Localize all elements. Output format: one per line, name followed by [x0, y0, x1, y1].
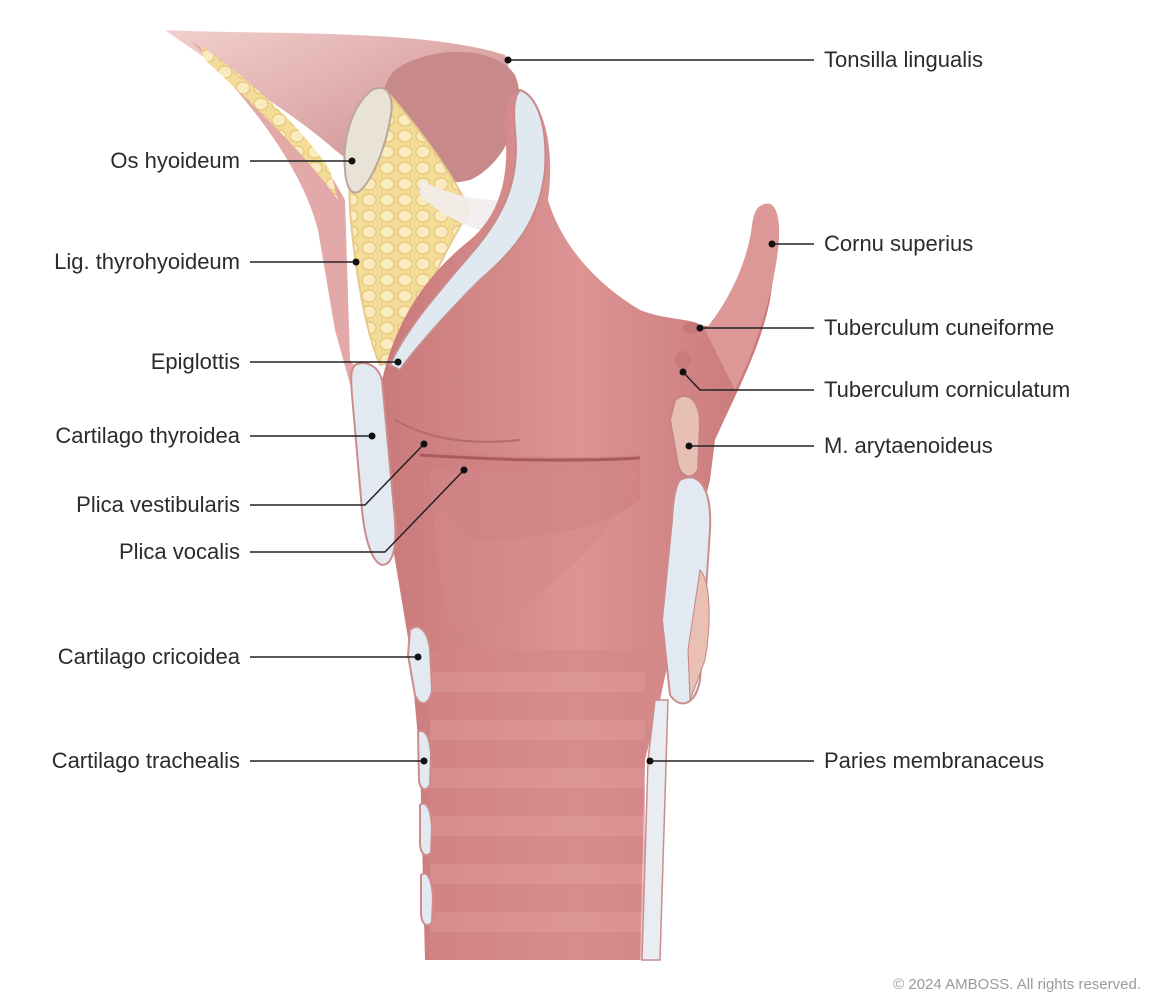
label-tonsilla-lingualis: Tonsilla lingualis — [824, 47, 983, 72]
label-cornu-superius: Cornu superius — [824, 231, 974, 256]
label-lig-thyrohyoideum: Lig. thyrohyoideum — [54, 249, 240, 274]
tuberculum-corniculatum-shape — [675, 351, 691, 369]
label-plica-vocalis: Plica vocalis — [118, 539, 240, 564]
label-tuberculum-corniculatum: Tuberculum corniculatum — [824, 377, 1071, 402]
label-cartilago-trachealis: Cartilago trachealis — [51, 748, 240, 773]
label-epiglottis: Epiglottis — [150, 349, 240, 374]
label-plica-vestibularis: Plica vestibularis — [76, 492, 240, 517]
cartilago-cricoidea-shape — [408, 627, 432, 703]
label-m-arytaenoideus: M. arytaenoideus — [824, 433, 993, 458]
label-tuberculum-cuneiforme: Tuberculum cuneiforme — [824, 315, 1055, 340]
label-cartilago-cricoidea: Cartilago cricoidea — [57, 644, 240, 669]
label-cartilago-thyroidea: Cartilago thyroidea — [55, 423, 240, 448]
trachea-rings-shape — [430, 650, 645, 960]
label-os-hyoideum: Os hyoideum — [110, 148, 240, 173]
copyright-notice: © 2024 AMBOSS. All rights reserved. — [893, 976, 1141, 993]
label-paries-membranaceus: Paries membranaceus — [824, 748, 1045, 773]
